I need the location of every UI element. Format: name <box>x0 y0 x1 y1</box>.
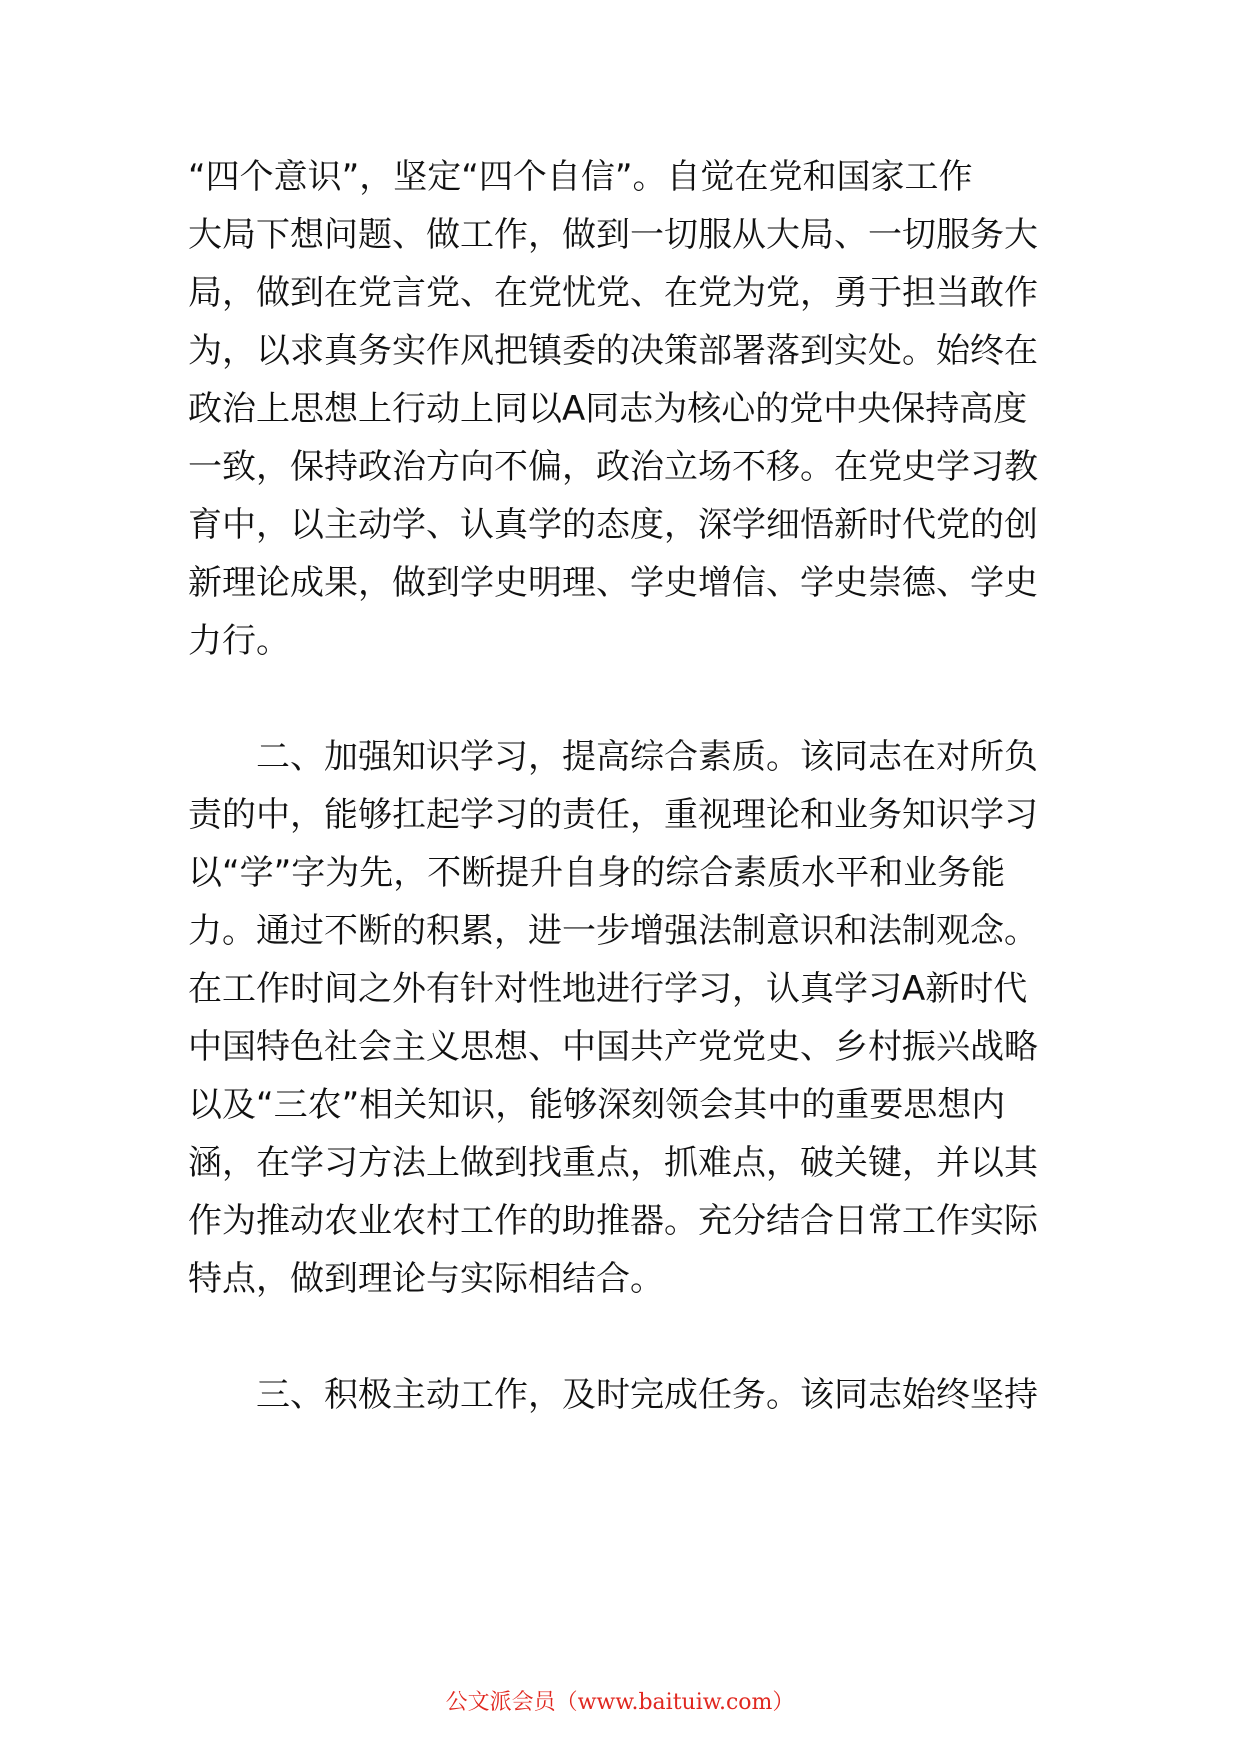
paragraph-line: 新理论成果，做到学史明理、学史增信、学史崇德、学史 <box>188 563 1038 603</box>
paragraph-line: 以“学”字为先，不断提升自身的综合素质水平和业务能 <box>188 853 1006 893</box>
paragraph-line: 力行。 <box>188 621 290 661</box>
paragraph-line: 以及“三农”相关知识，能够深刻领会其中的重要思想内 <box>188 1085 1006 1125</box>
paragraph-line: 政治上思想上行动上同以A同志为核心的党中央保持高度 <box>188 389 1028 429</box>
paragraph-line: 责的中，能够扛起学习的责任，重视理论和业务知识学习 <box>188 795 1038 835</box>
paragraph-line: 育中，以主动学、认真学的态度，深学细悟新时代党的创 <box>188 505 1038 545</box>
paragraph-line: 为，以求真务实作风把镇委的决策部署落到实处。始终在 <box>188 331 1038 371</box>
paragraph-line: 在工作时间之外有针对性地进行学习，认真学习A新时代 <box>188 969 1028 1009</box>
paragraph-line: 涵，在学习方法上做到找重点，抓难点，破关键，并以其 <box>188 1143 1038 1183</box>
paragraph-line: “四个意识”，坚定“四个自信”。自觉在党和国家工作 <box>188 157 973 197</box>
footer-watermark: 公文派会员（www.baituiw.com） <box>445 1690 795 1715</box>
paragraph-line: 局，做到在党言党、在党忧党、在党为党，勇于担当敢作 <box>188 273 1038 313</box>
paragraph-line: 二、加强知识学习，提高综合素质。该同志在对所负 <box>256 737 1038 777</box>
paragraph-line: 三、积极主动工作，及时完成任务。该同志始终坚持 <box>256 1375 1038 1415</box>
paragraph-line: 中国特色社会主义思想、中国共产党党史、乡村振兴战略 <box>188 1027 1038 1067</box>
paragraph-line: 力。通过不断的积累，进一步增强法制意识和法制观念。 <box>188 911 1038 951</box>
paragraph-line: 特点，做到理论与实际相结合。 <box>188 1259 664 1299</box>
paragraph-line: 大局下想问题、做工作，做到一切服从大局、一切服务大 <box>188 215 1038 255</box>
paragraph-line: 作为推动农业农村工作的助推器。充分结合日常工作实际 <box>188 1201 1038 1241</box>
paragraph-line: 一致，保持政治方向不偏，政治立场不移。在党史学习教 <box>188 447 1038 487</box>
